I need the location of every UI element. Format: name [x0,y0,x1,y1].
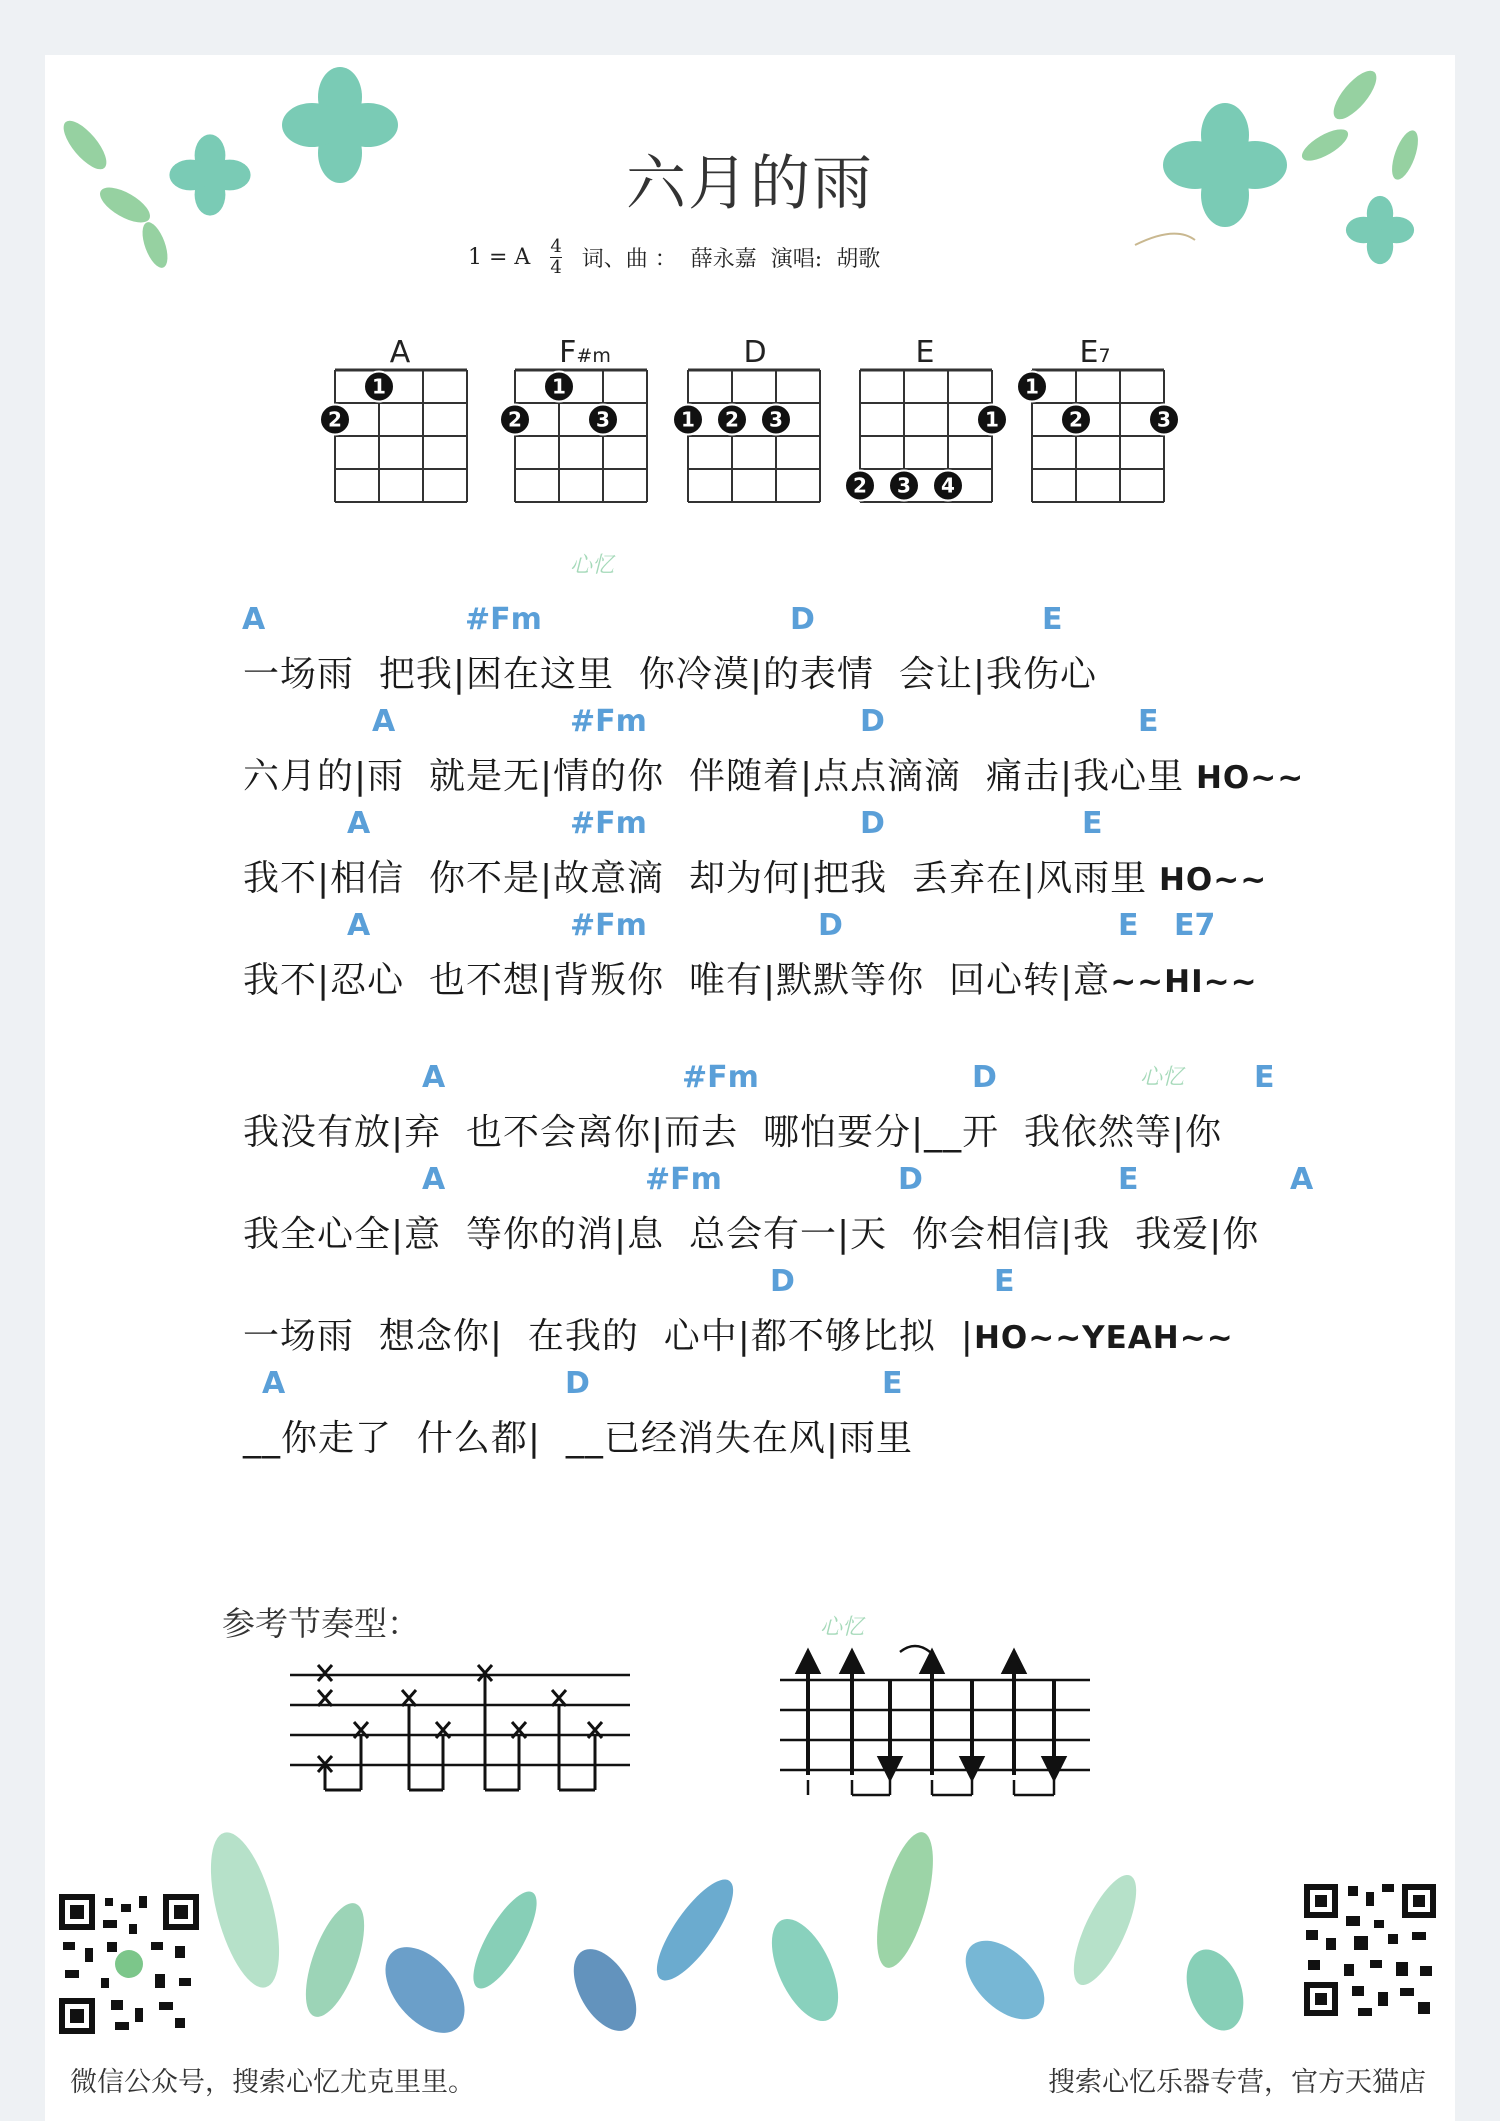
chord-label: D [818,908,843,943]
footer-wechat-text: 微信公众号，搜索心忆尤克里里。 [70,2067,475,2098]
chord-label: #Fm [570,704,647,739]
finger-number: 3 [596,407,610,432]
lyric-line [243,646,1097,697]
finger-number: 2 [508,407,522,432]
chord-label: #Fm [645,1162,722,1197]
chord-label: E [1254,1060,1275,1095]
chord-label: A [422,1162,446,1197]
chord-label: E [1082,806,1103,841]
lyric-text: 一场雨 把我|困在这里 你冷漠|的表情 会让|我伤心 [243,654,1098,695]
chord-label: E [1118,1162,1139,1197]
chord-diagram [1017,370,1179,502]
chord-label: E [1138,704,1159,739]
time-signature-top: 4 [550,235,562,257]
lyric-text: 六月的|雨 就是无|情的你 伴随着|点点滴滴 痛击|我心里 [243,756,1185,797]
chord-line [0,704,1500,738]
watermark-logo: 心忆 [1140,1065,1185,1090]
lyric-line [243,748,1304,799]
chord-label: D [770,1264,795,1299]
song-title: 六月的雨 [626,149,874,219]
chord-label: A [242,602,266,637]
lyric-line [243,952,1258,1003]
chord-label: E [882,1366,903,1401]
chord-label: D [898,1162,923,1197]
lyric-line [243,1308,1234,1359]
chord-label: A [372,704,396,739]
credits-label: 词、曲 ： [581,246,677,272]
finger-number: 3 [769,407,783,432]
key-signature: 1 = A [468,244,531,270]
chord-label: #Fm [570,806,647,841]
watermark-logo: 心忆 [820,1615,865,1640]
time-signature [550,237,561,278]
chord-label: D [790,602,815,637]
chord-diagram [320,370,467,502]
lyric-vocalise: ~~HI~~ [1110,964,1258,1000]
finger-number: 2 [1069,407,1083,432]
chord-label: A [1290,1162,1314,1197]
time-signature-bottom: 4 [550,256,562,278]
chord-line [0,1366,1500,1400]
strumming-pattern [770,1640,1100,1800]
chord-label: E [994,1264,1015,1299]
chord-name-e: E [915,335,935,370]
chord-label: A [422,1060,446,1095]
finger-number: 3 [1157,407,1171,432]
chord-label: A [347,806,371,841]
finger-number: 4 [941,473,955,498]
finger-number: 1 [985,407,999,432]
finger-number: 2 [725,407,739,432]
lyric-line [243,1206,1259,1257]
lyric-text: 我不|相信 你不是|故意滴 却为何|把我 丢弃在|风雨里 [243,858,1148,899]
chord-name-d: D [743,335,767,370]
chord-line [0,1264,1500,1298]
chord-name-e7: E7 [1079,335,1111,370]
chord-diagram [500,370,647,502]
footer-store-text: 搜索心忆乐器专营，官方天猫店 [1048,2067,1426,2098]
finger-number: 2 [328,407,342,432]
singer: 胡歌 [836,246,881,272]
chord-line [0,602,1500,636]
chord-diagram [673,370,820,502]
chord-label: #Fm [465,602,542,637]
chord-label: #Fm [682,1060,759,1095]
lyric-vocalise: HO~~ [1184,760,1305,796]
picking-pattern [280,1660,640,1800]
lyric-text: __你走了 什么都| __已经消失在风|雨里 [243,1418,914,1459]
chord-label: E [1118,908,1139,943]
chord-line [0,806,1500,840]
song-meta [468,232,880,282]
finger-number: 1 [552,374,566,399]
finger-number: 1 [681,407,695,432]
lyric-line [243,1410,913,1461]
lyric-vocalise: HO~~YEAH~~ [973,1320,1234,1356]
chord-label: A [347,908,371,943]
chord-label: E7 [1174,908,1216,943]
chord-label: #Fm [570,908,647,943]
watermark-logo: 心忆 [570,553,615,578]
chord-name-fsharp-m: F#m [559,335,611,370]
rhythm-label: 参考节奏型： [222,1604,420,1643]
singer-label: 演唱: [770,246,823,272]
chord-label: D [860,806,885,841]
chord-label: D [565,1366,590,1401]
finger-number: 2 [853,473,867,498]
finger-number: 1 [372,374,386,399]
chord-label: D [860,704,885,739]
bottom-leaf-decoration [45,1790,1455,2040]
qr-code-wechat[interactable] [55,1890,203,2038]
chord-label: E [1042,602,1063,637]
chord-diagram [845,370,1007,502]
chord-name-a: A [389,335,411,370]
finger-number: 1 [1025,374,1039,399]
lyric-text: 我全心全|意 等你的消|息 总会有一|天 你会相信|我 我爱|你 [243,1214,1260,1255]
lyric-text: 一场雨 想念你| 在我的 心中|都不够比拟 | [243,1316,974,1357]
qr-code-store[interactable] [1300,1880,1440,2020]
composer: 薛永嘉 [690,246,757,272]
lyric-text: 我没有放|弃 也不会离你|而去 哪怕要分|__开 我依然等|你 [243,1112,1223,1153]
chord-diagrams [0,360,1500,510]
lyric-vocalise: HO~~ [1147,862,1268,898]
chord-line [0,1060,1500,1094]
chord-line [0,1162,1500,1196]
lyric-line [243,850,1267,901]
chord-line [0,908,1500,942]
finger-number: 3 [897,473,911,498]
chord-label: D [972,1060,997,1095]
chord-label: A [262,1366,286,1401]
lyric-line [243,1104,1222,1155]
lyric-text: 我不|忍心 也不想|背叛你 唯有|默默等你 回心转|意 [243,960,1111,1001]
